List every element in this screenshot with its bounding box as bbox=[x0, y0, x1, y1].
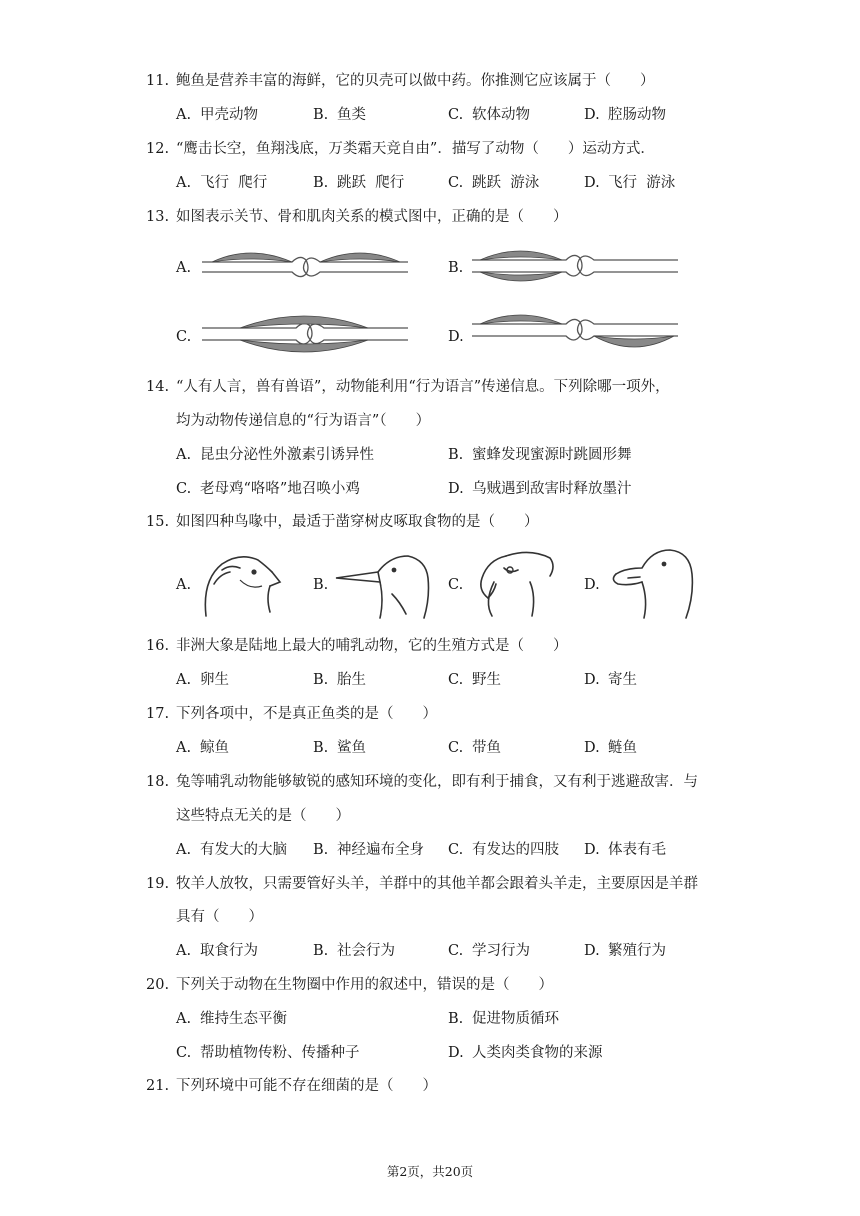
question-number: 11. bbox=[146, 73, 170, 89]
question-number: 20. bbox=[146, 977, 170, 993]
question-13 bbox=[146, 207, 568, 227]
question-text: 如图四种鸟喙中，最适于凿穿树皮啄取食物的是（ ） bbox=[176, 514, 539, 530]
joint-diagram-d[interactable] bbox=[470, 304, 680, 366]
option-a[interactable]: A. bbox=[176, 260, 192, 276]
option-d[interactable]: D. bbox=[584, 577, 600, 593]
question-text: 如图表示关节、骨和肌肉关系的模式图中，正确的是（ ） bbox=[176, 209, 568, 225]
option-b[interactable]: B. 胎生 bbox=[313, 672, 366, 688]
question-15 bbox=[146, 512, 539, 532]
question-number: 15. bbox=[146, 514, 170, 530]
question-text: 鲍鱼是营养丰富的海鲜，它的贝壳可以做中药。你推测它应该属于（ ） bbox=[176, 73, 655, 89]
question-19 bbox=[146, 874, 698, 894]
option-b[interactable]: B. 鱼类 bbox=[313, 107, 366, 123]
option-c[interactable]: C. 学习行为 bbox=[448, 943, 530, 959]
question-text-continued: 这些特点无关的是（ ） bbox=[176, 808, 350, 824]
option-a[interactable]: A. 昆虫分泌性外激素引诱异性 bbox=[176, 447, 374, 463]
option-b[interactable]: B. 跳跃 爬行 bbox=[313, 175, 405, 191]
option-d[interactable]: D. 腔肠动物 bbox=[584, 107, 666, 123]
option-a[interactable]: A. 飞行 爬行 bbox=[176, 175, 268, 191]
question-11 bbox=[146, 71, 655, 91]
question-text-continued: 均为动物传递信息的“行为语言”（ ） bbox=[176, 413, 431, 429]
question-text: 下列环境中可能不存在细菌的是（ ） bbox=[176, 1078, 437, 1094]
option-a[interactable]: A. 甲壳动物 bbox=[176, 107, 258, 123]
question-text: 非洲大象是陆地上最大的哺乳动物，它的生殖方式是（ ） bbox=[176, 638, 568, 654]
page-footer: 第2页，共20页 bbox=[386, 1164, 474, 1179]
bird-beak-d-icon[interactable] bbox=[606, 544, 698, 622]
option-c[interactable]: C. 野生 bbox=[448, 672, 501, 688]
option-c[interactable]: C. bbox=[448, 577, 464, 593]
joint-diagram-b[interactable] bbox=[470, 240, 680, 292]
option-c[interactable]: C. 软体动物 bbox=[448, 107, 530, 123]
question-number: 14. bbox=[146, 379, 170, 395]
question-number: 17. bbox=[146, 706, 170, 722]
option-c[interactable]: C. 老母鸡“咯咯”地召唤小鸡 bbox=[176, 481, 360, 497]
option-b[interactable]: B. bbox=[448, 260, 464, 276]
bird-beak-a-icon[interactable] bbox=[200, 550, 284, 620]
bird-beak-b-icon[interactable] bbox=[334, 548, 434, 622]
question-number: 21. bbox=[146, 1078, 170, 1094]
question-number: 18. bbox=[146, 774, 170, 790]
question-16 bbox=[146, 636, 568, 656]
question-21 bbox=[146, 1076, 437, 1096]
question-number: 19. bbox=[146, 876, 170, 892]
option-d[interactable]: D. bbox=[448, 329, 464, 345]
question-text: 牧羊人放牧，只需要管好头羊，羊群中的其他羊都会跟着头羊走，主要原因是羊群 bbox=[176, 876, 698, 892]
option-d[interactable]: D. 乌贼遇到敌害时释放墨汁 bbox=[448, 481, 632, 497]
option-c[interactable]: C. bbox=[176, 329, 192, 345]
option-c[interactable]: C. 带鱼 bbox=[448, 740, 501, 756]
option-a[interactable]: A. bbox=[176, 577, 192, 593]
option-a[interactable]: A. 卵生 bbox=[176, 672, 229, 688]
question-number: 13. bbox=[146, 209, 170, 225]
option-b[interactable]: B. bbox=[313, 577, 329, 593]
option-d[interactable]: D. 体表有毛 bbox=[584, 842, 666, 858]
question-18 bbox=[146, 772, 698, 792]
question-20 bbox=[146, 975, 553, 995]
question-text: “鹰击长空，鱼翔浅底，万类霜天竞自由”．描写了动物（ ）运动方式． bbox=[176, 141, 655, 157]
question-14 bbox=[146, 377, 670, 397]
option-c[interactable]: C. 有发达的四肢 bbox=[448, 842, 559, 858]
question-text: 兔等哺乳动物能够敏锐的感知环境的变化，即有利于捕食，又有利于逃避敌害．与 bbox=[176, 774, 698, 790]
question-number: 12. bbox=[146, 141, 170, 157]
question-number: 16. bbox=[146, 638, 170, 654]
option-d[interactable]: D. 飞行 游泳 bbox=[584, 175, 676, 191]
question-12 bbox=[146, 139, 655, 159]
joint-diagram-c[interactable] bbox=[200, 304, 410, 366]
option-a[interactable]: A. 取食行为 bbox=[176, 943, 258, 959]
joint-diagram-a[interactable] bbox=[200, 240, 410, 292]
option-a[interactable]: A. 有发大的大脑 bbox=[176, 842, 287, 858]
option-a[interactable]: A. 维持生态平衡 bbox=[176, 1011, 287, 1027]
option-b[interactable]: B. 蜜蜂发现蜜源时跳圆形舞 bbox=[448, 447, 632, 463]
option-c[interactable]: C. 帮助植物传粉、传播种子 bbox=[176, 1045, 360, 1061]
question-text: “人有人言，兽有兽语”，动物能利用“行为语言”传递信息。下列除哪一项外， bbox=[176, 379, 670, 395]
bird-beak-c-icon[interactable] bbox=[470, 546, 560, 622]
option-d[interactable]: D. 人类肉类食物的来源 bbox=[448, 1045, 603, 1061]
option-c[interactable]: C. 跳跃 游泳 bbox=[448, 175, 540, 191]
option-d[interactable]: D. 寄生 bbox=[584, 672, 637, 688]
question-17 bbox=[146, 704, 437, 724]
option-d[interactable]: D. 鲢鱼 bbox=[584, 740, 637, 756]
question-text: 下列关于动物在生物圈中作用的叙述中，错误的是（ ） bbox=[176, 977, 553, 993]
option-b[interactable]: B. 神经遍布全身 bbox=[313, 842, 424, 858]
question-text-continued: 具有（ ） bbox=[176, 909, 263, 925]
option-b[interactable]: B. 社会行为 bbox=[313, 943, 395, 959]
option-b[interactable]: B. 鲨鱼 bbox=[313, 740, 366, 756]
option-a[interactable]: A. 鲸鱼 bbox=[176, 740, 229, 756]
option-b[interactable]: B. 促进物质循环 bbox=[448, 1011, 559, 1027]
option-d[interactable]: D. 繁殖行为 bbox=[584, 943, 666, 959]
question-text: 下列各项中，不是真正鱼类的是（ ） bbox=[176, 706, 437, 722]
